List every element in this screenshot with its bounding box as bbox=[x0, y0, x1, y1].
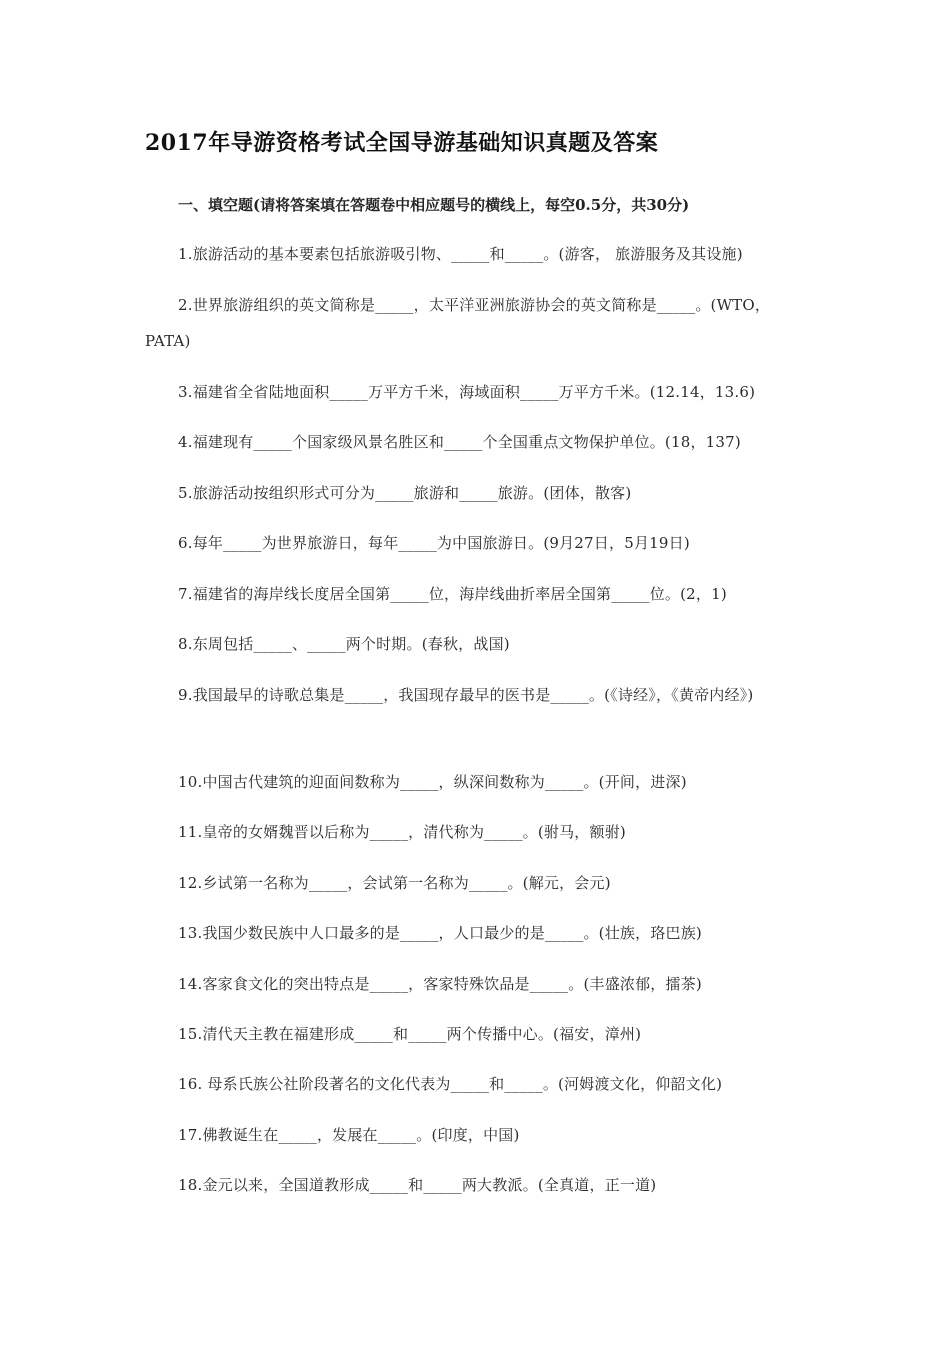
question-item: 10.中国古代建筑的迎面间数称为_____，纵深间数称为_____。(开间，进深) bbox=[178, 773, 687, 791]
document-title: 2017年导游资格考试全国导游基础知识真题及答案 bbox=[145, 130, 659, 156]
question-item: 11.皇帝的女婿魏晋以后称为_____，清代称为_____。(驸马，额驸) bbox=[178, 823, 626, 841]
question-item: 15.清代天主教在福建形成_____和_____两个传播中心。(福安，漳州) bbox=[178, 1025, 642, 1043]
question-item: 3.福建省全省陆地面积_____万平方千米，海域面积_____万平方千米。(12.14，13.6) bbox=[178, 383, 756, 401]
question-item: 6.每年_____为世界旅游日，每年_____为中国旅游日。(9月27日，5月19日) bbox=[178, 534, 690, 552]
question-item: 1.旅游活动的基本要素包括旅游吸引物、_____和_____。(游客， 旅游服务及其设施) bbox=[178, 245, 743, 263]
section-heading: 一、填空题(请将答案填在答题卷中相应题号的横线上，每空0.5分，共30分) bbox=[178, 196, 690, 214]
question-item: 18.金元以来，全国道教形成_____和_____两大教派。(全真道，正一道) bbox=[178, 1176, 657, 1194]
question-item: 8.东周包括_____、_____两个时期。(春秋，战国) bbox=[178, 635, 510, 653]
question-item: 4.福建现有_____个国家级风景名胜区和_____个全国重点文物保护单位。(18，137) bbox=[178, 433, 741, 451]
question-item: 5.旅游活动按组织形式可分为_____旅游和_____旅游。(团体，散客) bbox=[178, 484, 632, 502]
question-item: 14.客家食文化的突出特点是_____，客家特殊饮品是_____。(丰盛浓郁，擂茶) bbox=[178, 975, 702, 993]
question-item: 13.我国少数民族中人口最多的是_____，人口最少的是_____。(壮族，珞巴族) bbox=[178, 924, 702, 942]
question-item: 17.佛教诞生在_____，发展在_____。(印度，中国) bbox=[178, 1126, 520, 1144]
question-item: 9.我国最早的诗歌总集是_____，我国现存最早的医书是_____。(《诗经》，《黄帝内经》) bbox=[178, 686, 754, 704]
question-item: 7.福建省的海岸线长度居全国第_____位，海岸线曲折率居全国第_____位。(2，1) bbox=[178, 585, 727, 603]
question-item: 2.世界旅游组织的英文简称是_____，太平洋亚洲旅游协会的英文简称是_____。(WTO，PATA) bbox=[145, 296, 771, 350]
question-item: 16. 母系氏族公社阶段著名的文化代表为_____和_____。(河姆渡文化，仰韶文化) bbox=[178, 1075, 723, 1093]
question-item: 12.乡试第一名称为_____，会试第一名称为_____。(解元，会元) bbox=[178, 874, 611, 892]
